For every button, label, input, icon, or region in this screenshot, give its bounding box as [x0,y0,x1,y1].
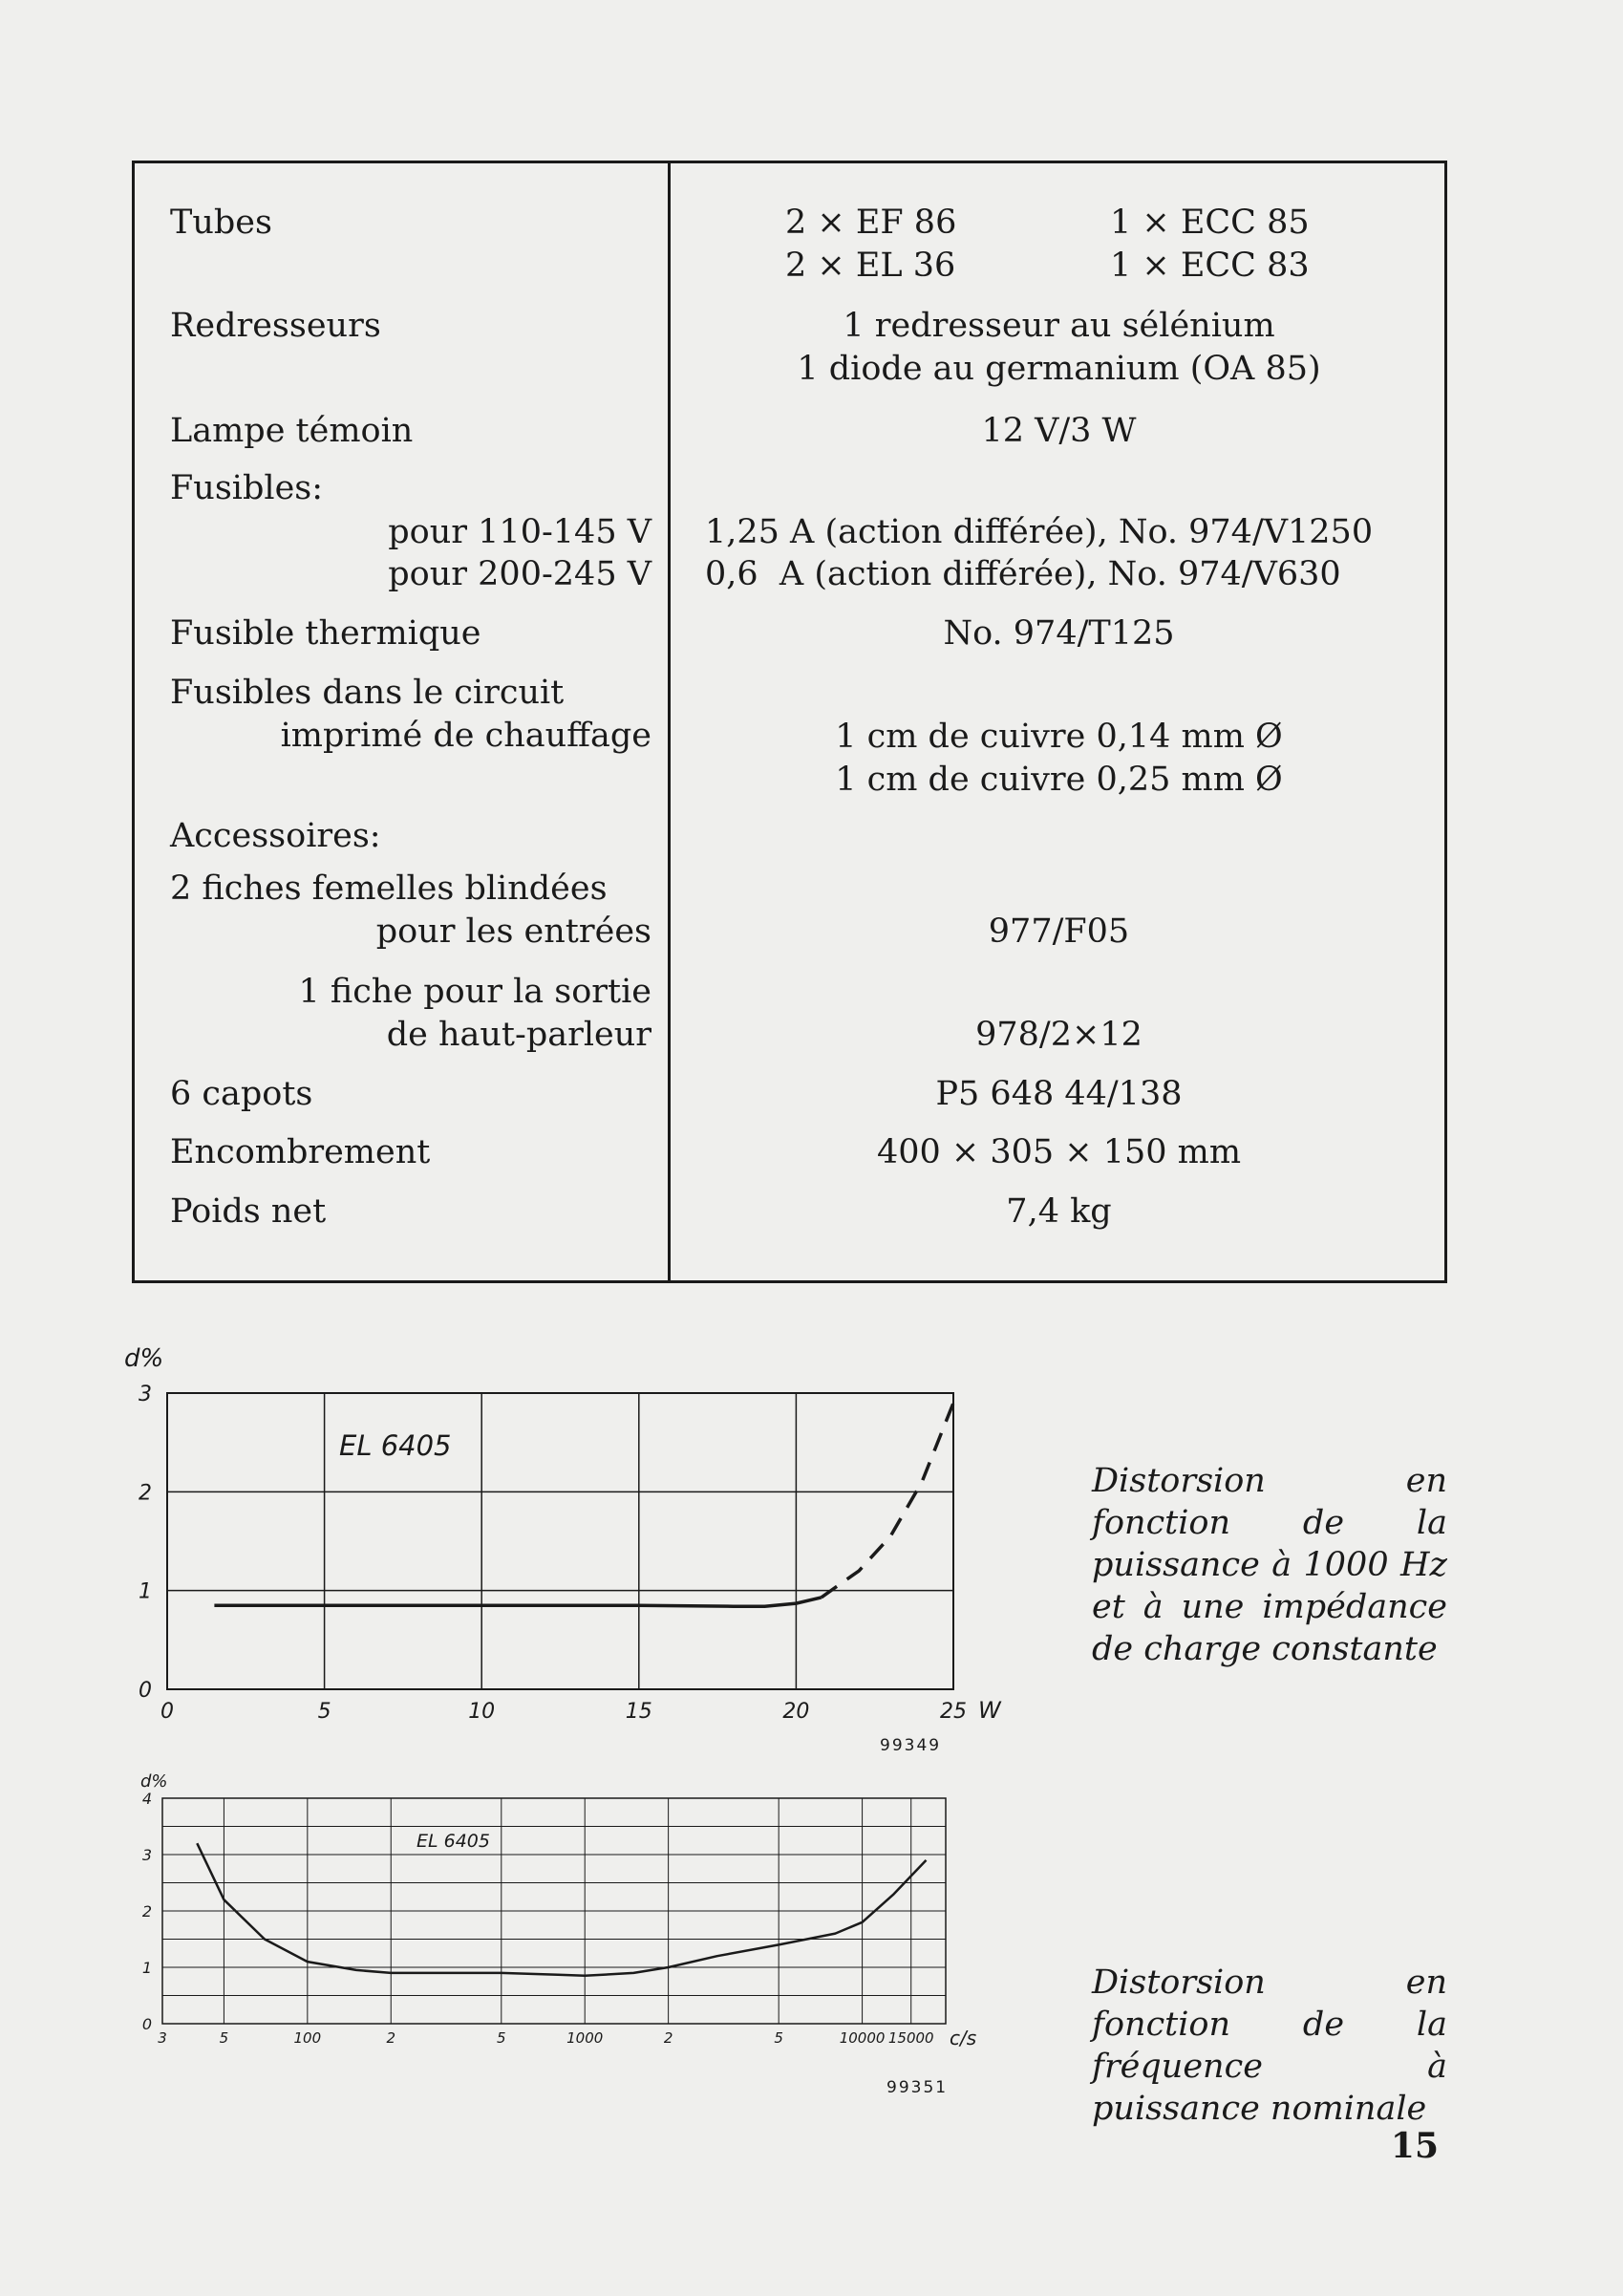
y-tick-label: 2 [139,1481,152,1506]
redresseurs-value: 1 redresseur au sélénium [843,307,1275,345]
x-tick-label: 15 [625,1700,652,1724]
y-tick-label: 0 [141,2015,153,2033]
tubes-value: 2 × EL 36 [785,247,956,285]
x-tick-label: 20 [782,1700,810,1724]
accessoires-item: 1 fiche pour la sortie [298,973,651,1011]
redresseurs-value: 1 diode au germanium (OA 85) [797,350,1321,388]
x-axis-label: c/s [950,2027,977,2049]
accessoires-item: 2 fiches femelles blindées [170,869,608,908]
circuit-label: Fusibles dans le circuit [170,674,565,712]
y-tick-label: 4 [141,1790,153,1808]
fusibles-sub-label: pour 200-245 V [388,555,651,593]
x-tick-label: 3 [158,2029,167,2047]
x-tick-label: 2 [386,2029,396,2047]
lampe-label: Lampe témoin [170,412,414,450]
x-tick-label: 5 [219,2029,229,2047]
tubes-value: 1 × ECC 83 [1110,247,1310,285]
capots-label: 6 capots [170,1075,313,1113]
y-tick-label: 3 [139,1383,152,1406]
series-line-distortion [197,1843,926,1976]
fusibles-sub-label: pour 110-145 V [388,513,651,551]
figure-number: 99351 [886,2078,949,2097]
x-tick-label: 1000 [566,2029,604,2047]
fusibles-value: 0,6 A (action différée), No. 974/V630 [705,555,1341,593]
encombrement-value: 400 × 305 × 150 mm [876,1133,1242,1171]
capots-value: P5 648 44/138 [935,1075,1183,1113]
poids-value: 7,4 kg [1006,1192,1112,1231]
accessoires-item: pour les entrées [375,912,651,951]
chart-caption: Distorsion en fonction de la fréquence à puissance nominale [1092,1963,1447,2128]
encombrement-label: Encombrement [170,1133,431,1171]
distortion-frequency-chart [134,1768,1032,2049]
tubes-value: 2 × EF 86 [785,204,957,242]
accessoires-label: Accessoires: [170,817,381,855]
x-tick-label: 2 [663,2029,673,2047]
x-tick-label: 5 [774,2029,783,2047]
accessoires-value: 978/2×12 [975,1016,1143,1054]
thermique-label: Fusible thermique [170,614,481,653]
distortion-power-svg [124,1333,1022,1734]
accessoires-item: de haut-parleur [386,1016,651,1054]
plot-frame [167,1393,953,1689]
chart-caption: Distorsion en fonction de la puissance à 1000 Hz et à une impédance de charge constante [1092,1462,1447,1668]
circuit-value: 1 cm de cuivre 0,14 mm Ø [835,718,1283,756]
x-tick-label: 100 [293,2029,322,2047]
circuit-label: imprimé de chauffage [280,717,651,755]
lampe-value: 12 V/3 W [981,412,1137,450]
y-tick-label: 2 [141,1902,153,1920]
distortion-frequency-svg [134,1768,1032,2049]
x-tick-label: 5 [317,1700,331,1724]
x-tick-label: 10000 [839,2029,886,2047]
chart-title: EL 6405 [339,1429,452,1462]
x-axis-label: W [978,1697,1001,1724]
y-tick-label: 1 [141,1959,153,1977]
fusibles-value: 1,25 A (action différée), No. 974/V1250 [705,513,1374,551]
x-tick-label: 15000 [887,2029,934,2047]
y-axis-label: d% [124,1344,164,1373]
y-tick-label: 1 [139,1579,152,1604]
y-tick-label: 0 [139,1679,152,1703]
fusibles-label: Fusibles: [170,469,324,507]
distortion-power-chart [124,1333,1022,1734]
page-number: 15 [1390,2126,1439,2166]
y-axis-label: d% [140,1771,168,1792]
y-tick-label: 3 [141,1846,153,1864]
circuit-value: 1 cm de cuivre 0,25 mm Ø [835,761,1283,799]
x-tick-label: 10 [468,1700,496,1724]
x-tick-label: 5 [497,2029,506,2047]
chart-title: EL 6405 [416,1831,490,1852]
series-line-solid [214,1598,821,1606]
series-line-dashed [822,1403,953,1598]
redresseurs-label: Redresseurs [170,307,381,345]
spec-table [132,161,1447,1283]
poids-label: Poids net [170,1192,327,1231]
tubes-value: 1 × ECC 85 [1110,204,1310,242]
x-tick-label: 0 [160,1700,174,1724]
tubes-label: Tubes [170,204,272,242]
x-tick-label: 25 [940,1700,967,1724]
accessoires-value: 977/F05 [988,912,1130,951]
figure-number: 99349 [880,1736,942,1755]
thermique-value: No. 974/T125 [943,614,1175,653]
